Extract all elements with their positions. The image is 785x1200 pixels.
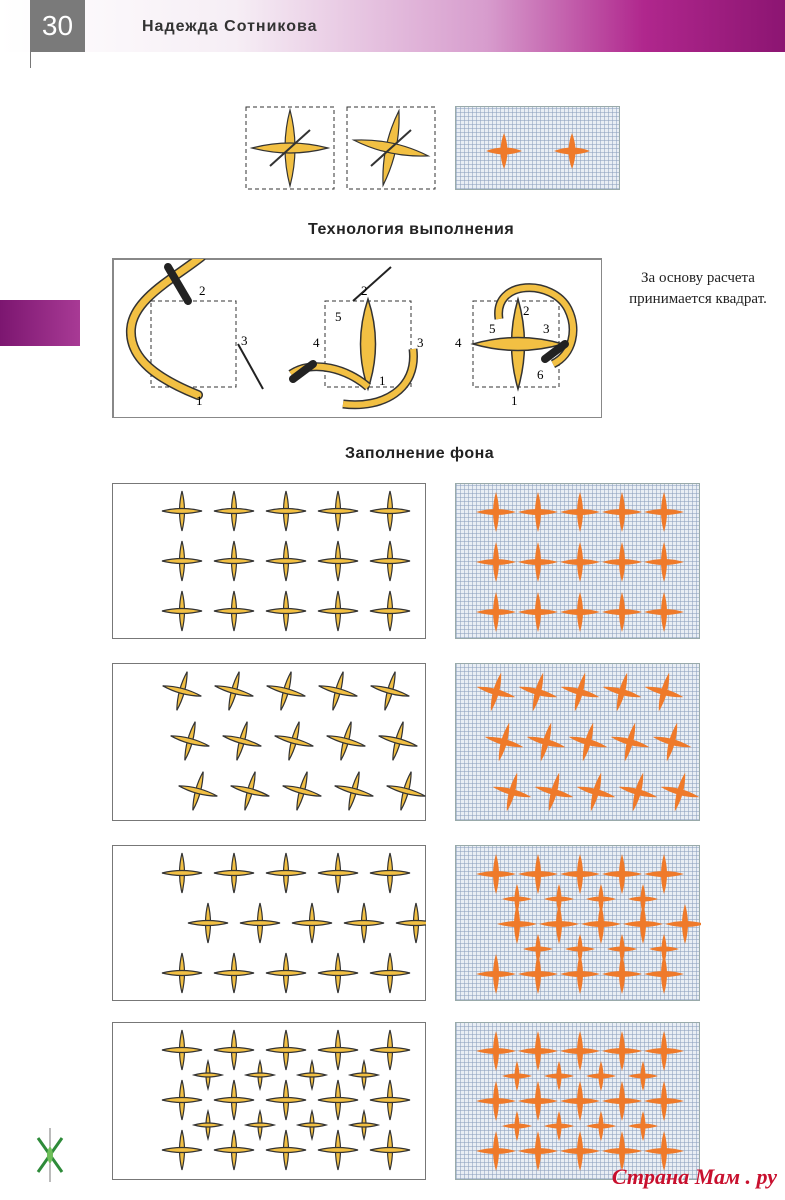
fabric-sample-top — [455, 106, 620, 190]
svg-text:4: 4 — [313, 335, 320, 350]
svg-text:3: 3 — [543, 321, 550, 336]
stitch-diagram-single — [245, 106, 335, 190]
svg-text:3: 3 — [241, 333, 248, 348]
watermark: Страна Мам . ру — [611, 1164, 777, 1189]
technique-title: Технология выполнения — [308, 221, 515, 238]
fabric-sample-1 — [455, 483, 700, 639]
fabric-sample-3 — [455, 845, 700, 1001]
calculation-note: За основу расчета принимается квадрат. — [629, 270, 767, 307]
side-tab — [0, 300, 80, 346]
pattern-diagram-3 — [112, 845, 426, 1001]
technique-diagram — [112, 258, 602, 418]
author-name: Надежда Сотникова — [142, 18, 318, 35]
svg-text:5: 5 — [335, 309, 342, 324]
background-title: Заполнение фона — [345, 445, 495, 462]
pattern-diagram-1 — [112, 483, 426, 639]
pattern-diagram-4 — [112, 1022, 426, 1180]
svg-text:2: 2 — [199, 283, 206, 298]
svg-text:1: 1 — [511, 393, 518, 408]
svg-text:6: 6 — [537, 367, 544, 382]
x-stitch-icon — [30, 1128, 70, 1182]
svg-text:2: 2 — [523, 303, 530, 318]
fabric-sample-4 — [455, 1022, 700, 1180]
svg-text:3: 3 — [417, 335, 424, 350]
page-number: 30 — [30, 0, 85, 52]
stitch-diagram-single-2 — [346, 106, 436, 190]
svg-text:5: 5 — [489, 321, 496, 336]
pattern-diagram-2 — [112, 663, 426, 821]
svg-text:4: 4 — [455, 335, 462, 350]
svg-text:2: 2 — [361, 283, 368, 298]
svg-text:1: 1 — [196, 393, 203, 408]
header-bar — [0, 0, 785, 52]
fabric-sample-2 — [455, 663, 700, 821]
svg-text:1: 1 — [379, 373, 386, 388]
